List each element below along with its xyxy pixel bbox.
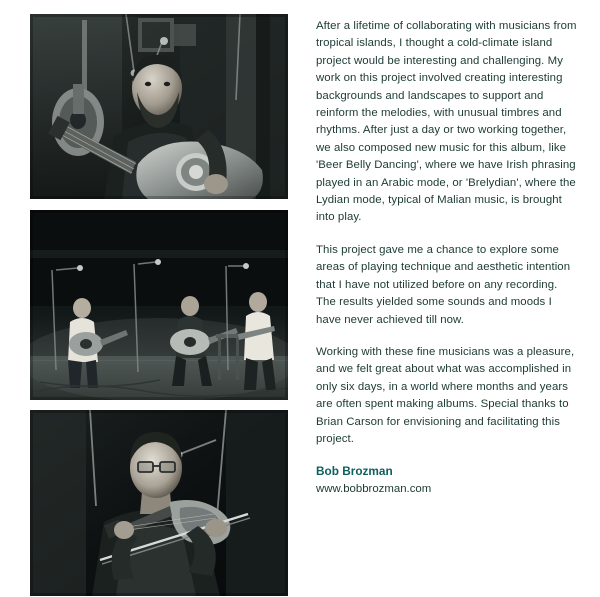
photo-column — [30, 14, 288, 584]
photo-guitarist-closeup-image — [30, 14, 288, 199]
photo-trio-on-stage — [30, 210, 288, 400]
author-website: www.bobbrozman.com — [316, 482, 432, 495]
paragraph-3: Working with these fine musicians was a pleasure, and we felt great about what was accomplished in only six days, in a world where months and years are often spent making albums. Special thanks to Brian Carson for envisioning and facilitating this project. — [316, 345, 575, 445]
liner-notes-text — [316, 18, 578, 498]
author-name: Bob Brozman — [316, 464, 393, 479]
photo-fiddler — [30, 410, 288, 596]
photo-trio-on-stage-image — [30, 210, 288, 400]
paragraph-2: This project gave me a chance to explore some areas of playing technique and aesthetic intention that I have not utilized before on any recording. The results yielded some sounds and moods I have never achieved till now. — [316, 243, 571, 326]
photo-fiddler-image — [30, 410, 288, 596]
photo-guitarist-closeup — [30, 14, 288, 199]
paragraph-1: After a lifetime of collaborating with musicians from tropical islands, I thought a cold-climate island project would be interesting and challenging. My work on this project involved creating interesting backgrounds and landscapes to support and reinform the melodies, with unusual timbres and rhythms. After just a day or two working together, we also composed new music for this album, like 'Beer Belly Dancing', where we have Irish phrasing played in an Arabic mode, or 'Brelydian', where the Lydian mode, typical of Malian music, is brought into play. — [316, 20, 577, 224]
